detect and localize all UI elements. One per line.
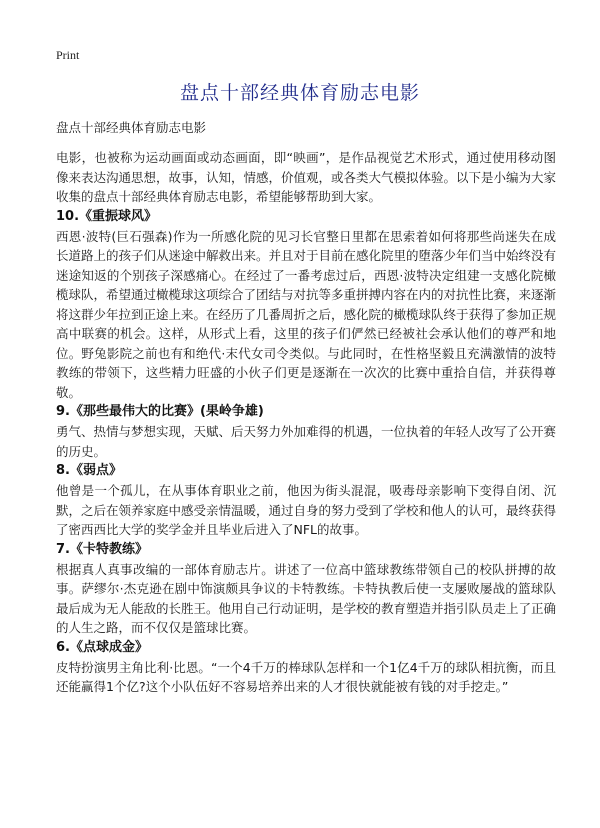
- section-body-7: 根据真人真事改编的一部体育励志片。讲述了一位高中篮球教练带领自己的校队拼搏的故事。萨缪尔·杰克逊在剧中饰演颇具争议的卡特教练。卡特执教后使一支屡败屡战的篮球队最后成为无人能敌的长胜王。他用自己行动证明，是学校的教育塑造并指引队员走上了正确的人生之路，而不仅仅是篮球比赛。: [56, 561, 557, 635]
- section-body-8: 他曾是一个孤儿，在从事体育职业之前，他因为街头混混，吸毒母亲影响下变得自闭、沉默，之后在领养家庭中感受亲情温暖，通过自身的努力受到了学校和他人的认可，最终获得了密西西比大学的奖学金并且毕业后进入了NFL的故事。: [56, 483, 557, 537]
- article-body: [56, 148, 556, 697]
- page-subtitle: 盘点十部经典体育励志电影: [56, 120, 207, 135]
- section-heading-9: 9.《那些最伟大的比赛》(果岭争雄): [56, 404, 264, 419]
- section-heading-6: 6.《点球成金》: [56, 639, 148, 655]
- section-heading-7: 7.《卡特教练》: [56, 541, 148, 557]
- section-body-6: 皮特扮演男主角比利·比恩。“一个4千万的棒球队怎样和一个1亿4千万的球队相抗衡，而且还能赢得1个亿?这个小队伍好不容易培养出来的人才很快就能被有钱的对手挖走。”: [56, 659, 556, 694]
- page-title: 盘点十部经典体育励志电影: [179, 82, 420, 104]
- section-body-9: 勇气、热情与梦想实现，天赋、后天努力外加难得的机遇，一位执着的年轻人改写了公开赛的历史。: [56, 424, 557, 459]
- print-label: Print: [56, 48, 80, 62]
- section-heading-8: 8.《弱点》: [56, 463, 122, 478]
- section-heading-10: 10.《重振球风》: [56, 208, 158, 224]
- intro-paragraph: 电影，也被称为运动画面或动态画面，即“映画”，是作品视觉艺术形式，通过使用移动图像来表达沟通思想，故事，认知，情感，价值观，或各类大气模拟体验。以下是小编为大家收集的盘点十部经典体育励志电影，希望能够帮助到大家。: [56, 150, 557, 204]
- section-body-10: 西恩·波特(巨石强森)作为一所感化院的见习长官整日里都在思索着如何将那些尚迷失在成长道路上的孩子们从迷途中解救出来。并且对于目前在感化院里的堕落少年们当中始终没有迷途知返的个别孩子深感痛心。在经过了一番考虑过后，西恩·波特决定组建一支感化院橄榄球队，希望通过橄榄球这项综合了团结与对抗等多重拼搏内容在内的对抗性比赛，来逐渐将这群少年拉到正途上来。在经历了几番周折之后，感化院的橄榄球队终于获得了参加正规高中联赛的机会。这样，从形式上看，这里的孩子们俨然已经被社会承认他们的尊严和地位。野兔影院之前也有和绝代·末代女司令类似。与此同时，在性格坚毅且充满激情的波特教练的带领下，这些精力旺盛的小伙子们更是逐渐在一次次的比赛中重拾自信，并获得尊敬。: [56, 228, 557, 400]
